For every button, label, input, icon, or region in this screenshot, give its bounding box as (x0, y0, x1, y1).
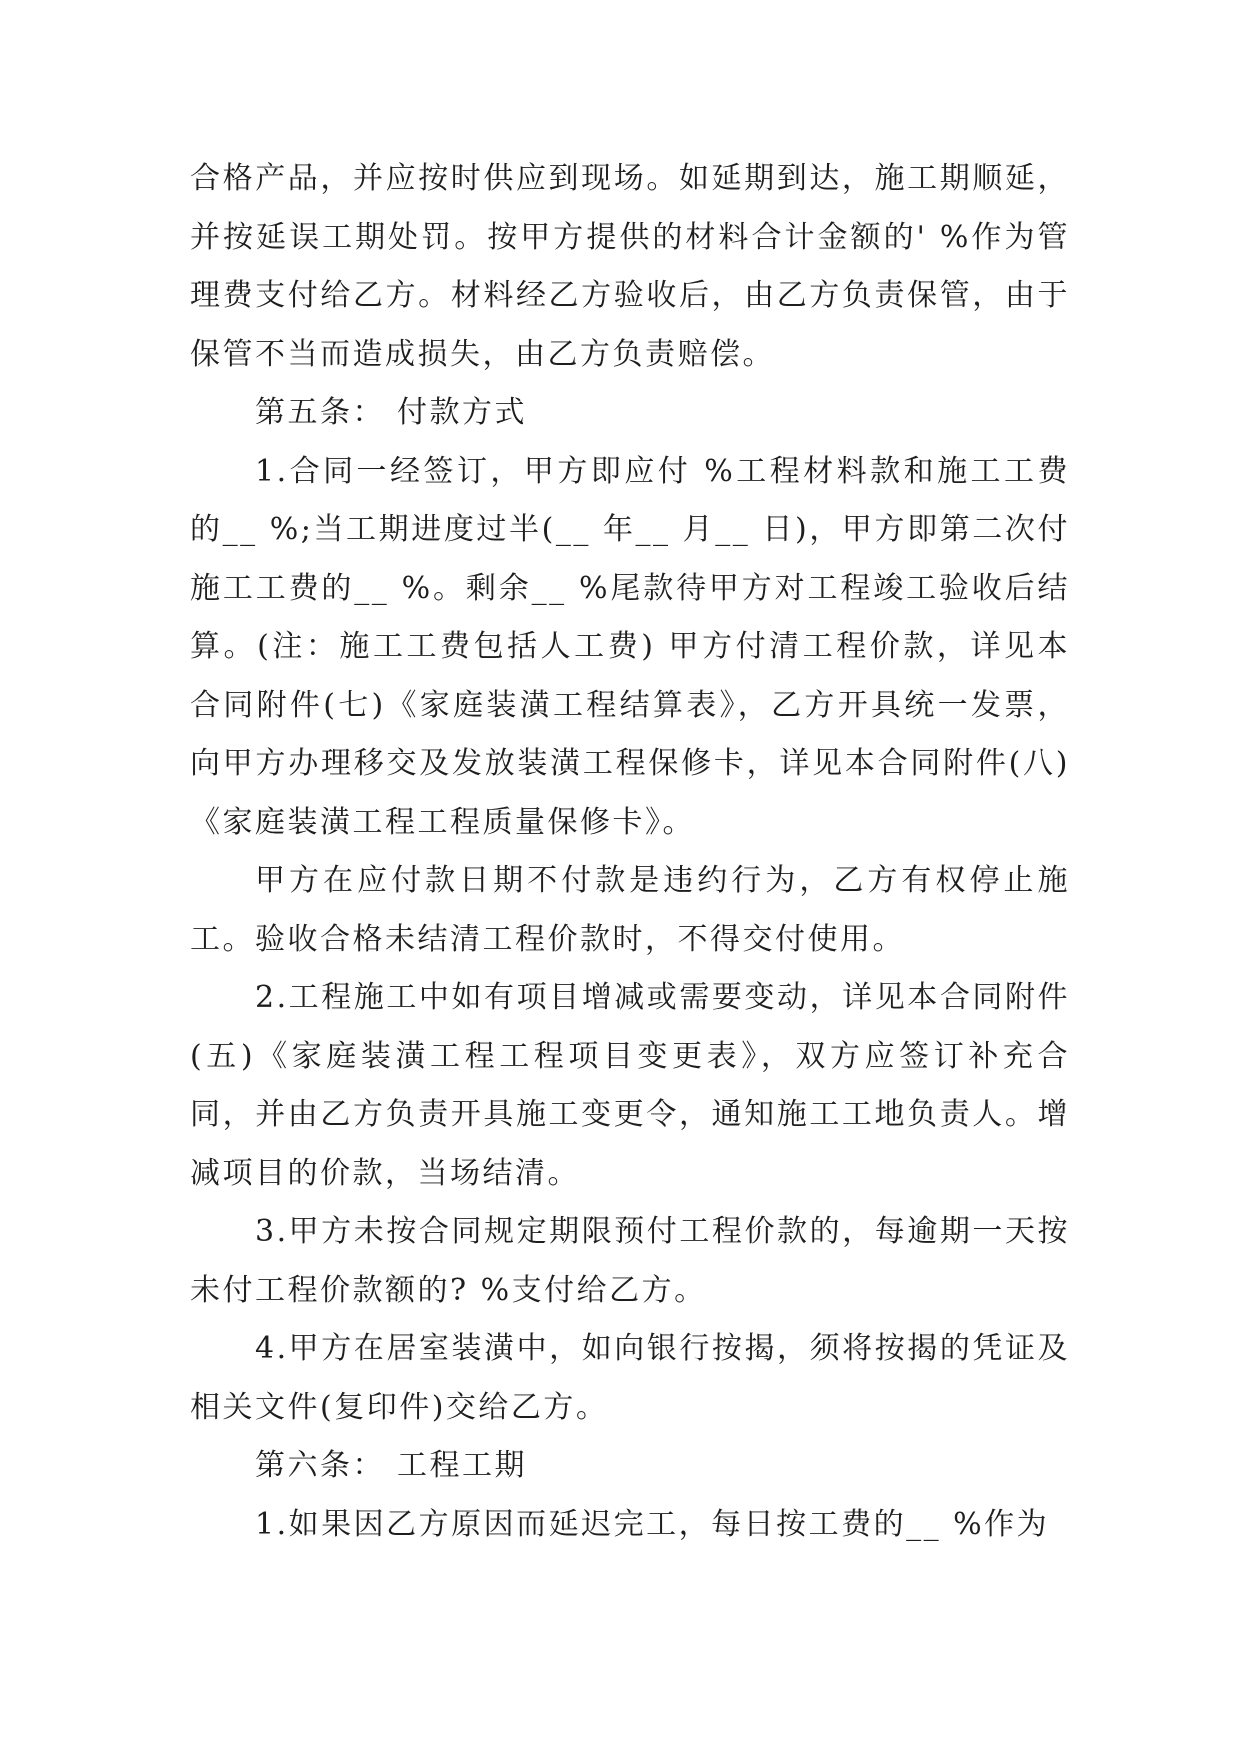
document-body (190, 150, 1070, 1554)
article-5-heading: 第五条： 付款方式 (255, 395, 528, 430)
article-5-item-1: 1.合同一经签订，甲方即应付 %工程材料款和施工工费的__ %;当工期进度过半(__ 年__ 月__ 日)，甲方即第二次付施工工费的__ %。剩余__ %尾款待甲方对工程竣工验收后结算。(注：施工工费包括人工费) 甲方付清工程价款，详见本合同附件(七)《家庭装潢工程结算表》，乙方开具统一发票，向甲方办理移交及发放装潢工程保修卡，详见本合同附件(八)《家庭装潢工程工程质量保修卡》。 (190, 453, 1070, 840)
article-6-heading: 第六条： 工程工期 (255, 1448, 528, 1483)
article-5-default-clause: 甲方在应付款日期不付款是违约行为，乙方有权停止施工。验收合格未结清工程价款时，不得交付使用。 (190, 863, 1070, 957)
article-5-item-2: 2.工程施工中如有项目增减或需要变动，详见本合同附件(五)《家庭装潢工程工程项目变更表》，双方应签订补充合同，并由乙方负责开具施工变更令，通知施工工地负责人。增减项目的价款，当场结清。 (190, 980, 1070, 1191)
article-6-item-1: 1.如果因乙方原因而延迟完工，每日按工费的__ %作为 (255, 1506, 1050, 1542)
paragraph-materials-continuation: 合格产品，并应按时供应到现场。如延期到达，施工期顺延，并按延误工期处罚。按甲方提供的材料合计金额的' %作为管理费支付给乙方。材料经乙方验收后，由乙方负责保管，由于保管不当而造成损失，由乙方负责赔偿。 (190, 161, 1070, 372)
article-5-item-4: 4.甲方在居室装潢中，如向银行按揭，须将按揭的凭证及相关文件(复印件)交给乙方。 (190, 1331, 1070, 1425)
article-5-item-3: 3.甲方未按合同规定期限预付工程价款的，每逾期一天按未付工程价款额的? %支付给乙方。 (190, 1214, 1070, 1308)
